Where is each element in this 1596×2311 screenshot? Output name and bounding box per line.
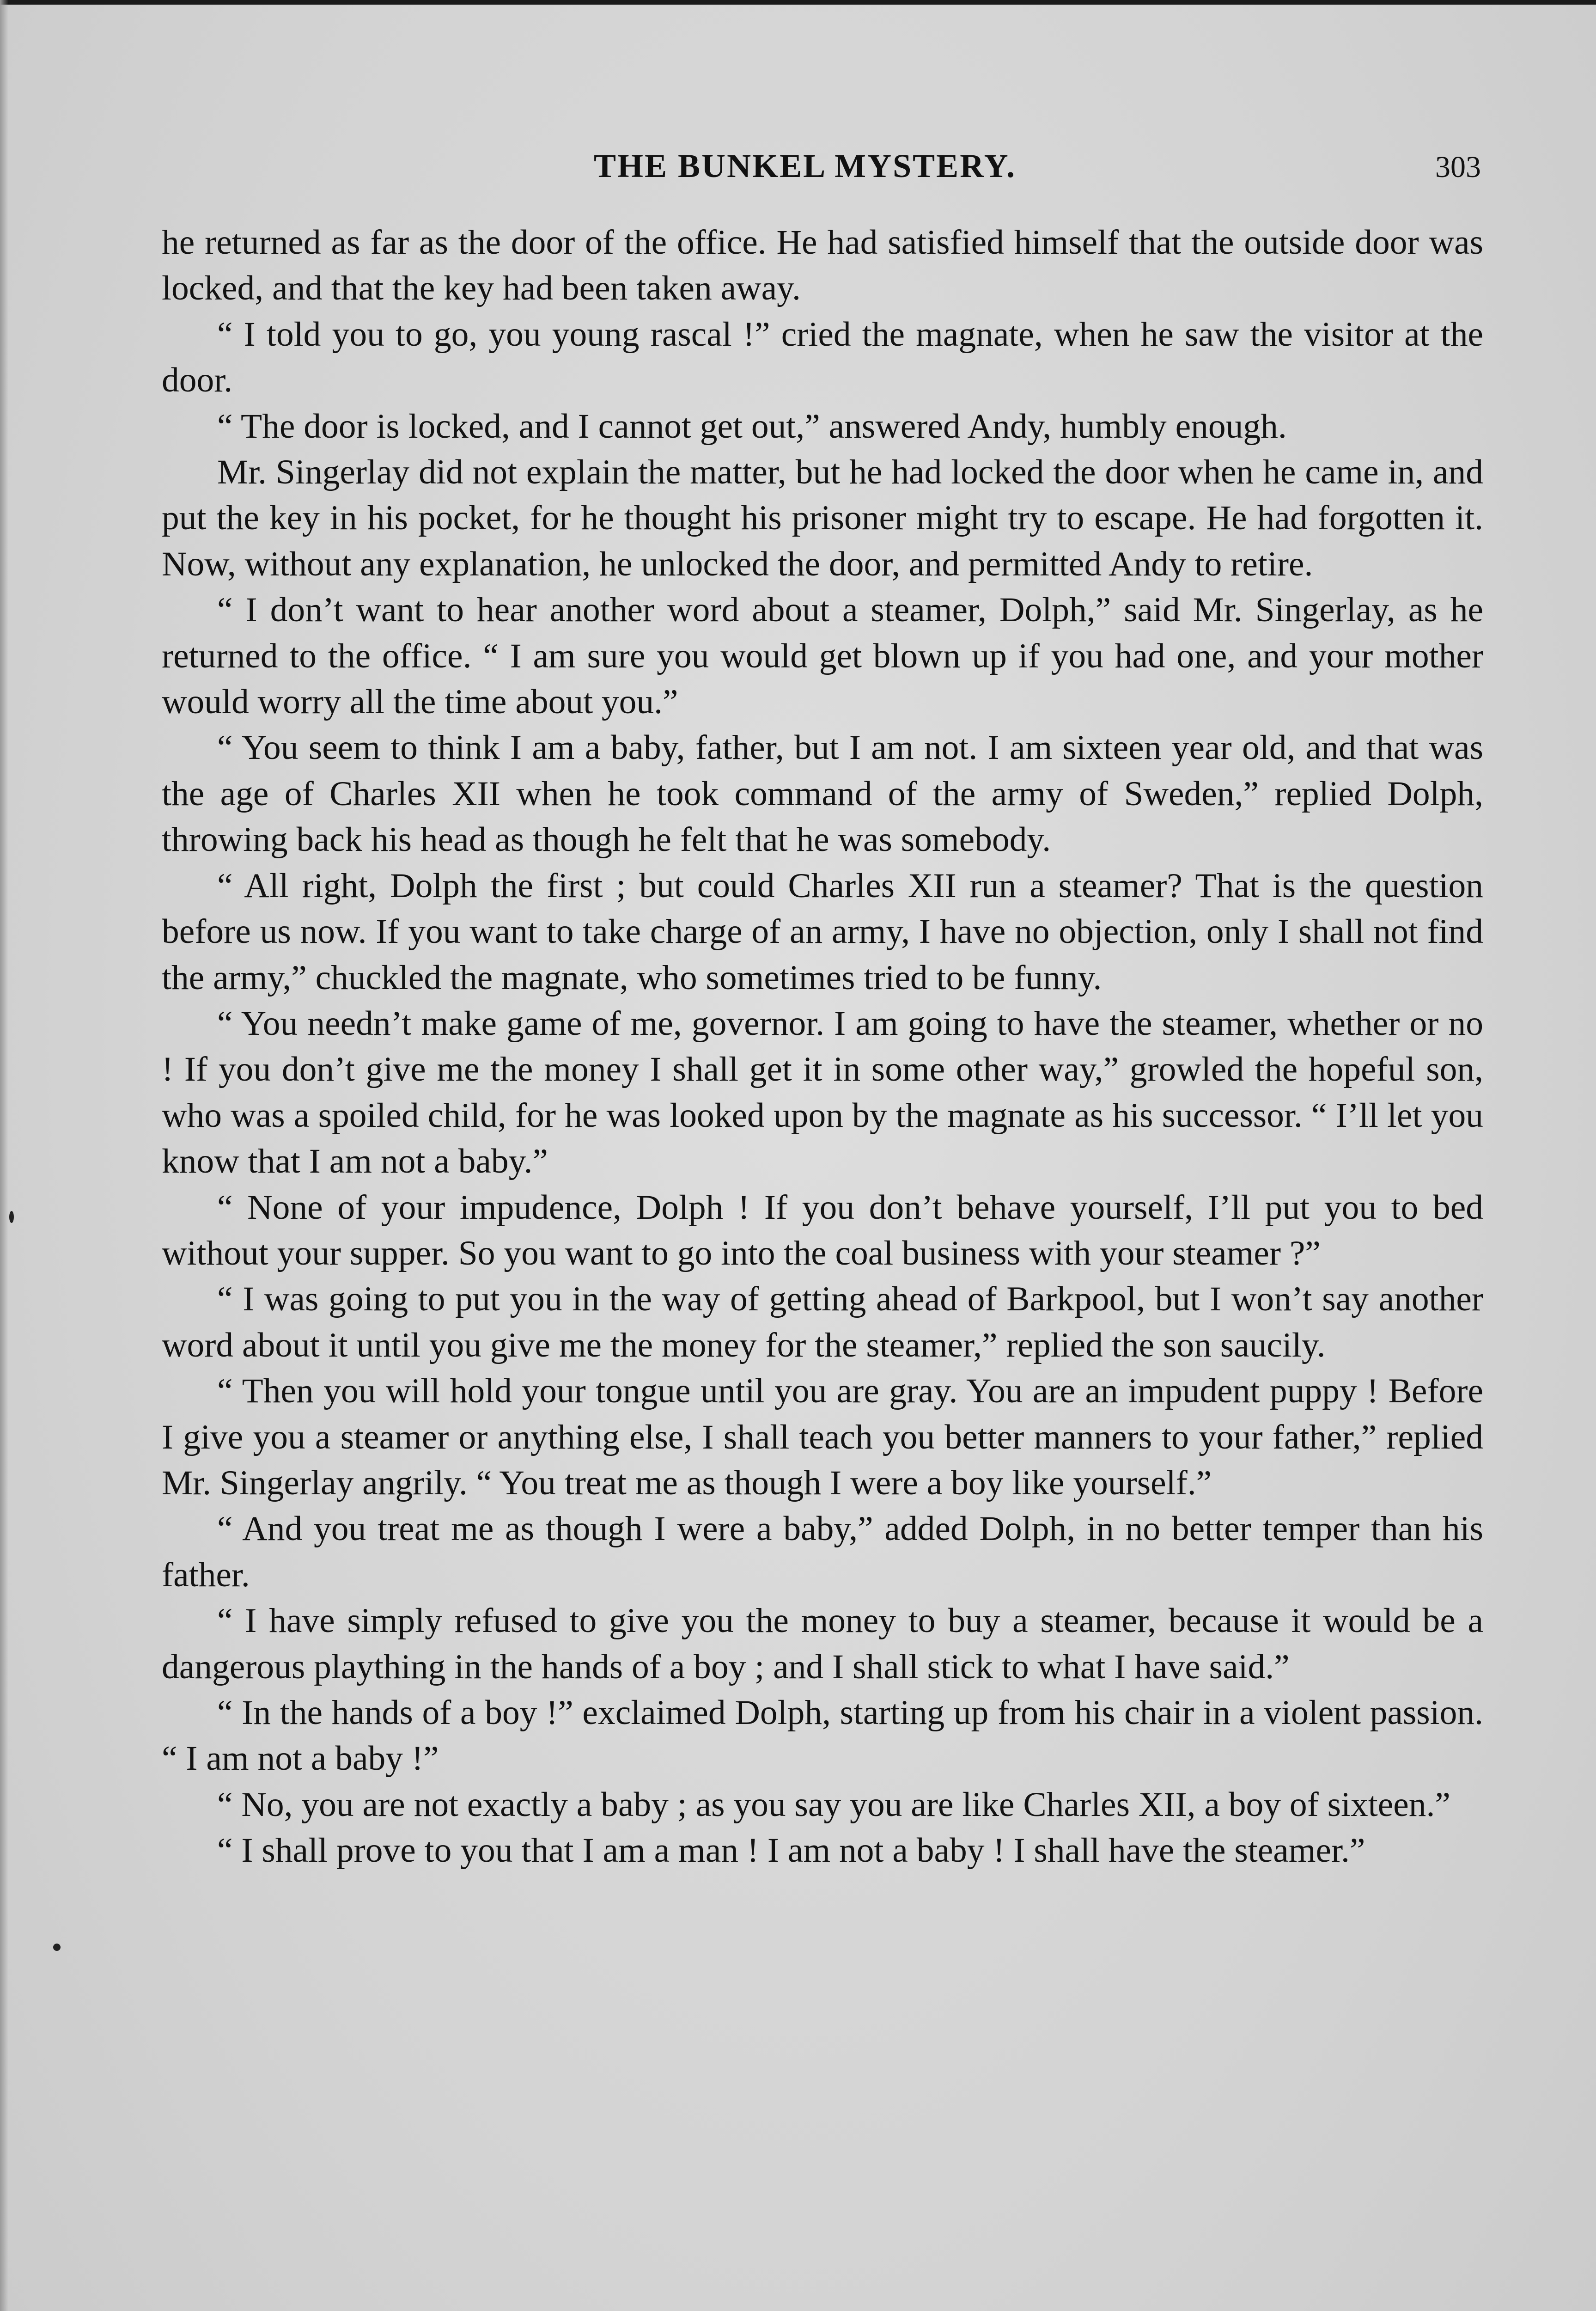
running-title: THE BUNKEL MYSTERY. [594, 147, 1017, 184]
page-left-edge [0, 0, 8, 2311]
paragraph: “ I have simply refused to give you the money to buy a steamer, because it would be a dangerous plaything in the hands of a boy ; and I shall stick to what I have said.” [162, 1602, 1483, 1686]
paragraph: “ In the hands of a boy !” exclaimed Dolph, starting up from his chair in a violent passion. “ I am not a baby !” [162, 1694, 1483, 1778]
paragraph: “ And you treat me as though I were a baby,” added Dolph, in no better temper than his father. [162, 1510, 1483, 1594]
paragraph: “ I told you to go, you young rascal !” cried the magnate, when he saw the visitor at the door. [162, 315, 1483, 400]
paragraph: “ No, you are not exactly a baby ; as you say you are like Charles XII, a boy of sixteen.” [217, 1785, 1450, 1824]
paragraph: “ The door is locked, and I cannot get out,” answered Andy, humbly enough. [217, 407, 1287, 446]
page-header [164, 147, 1481, 198]
paragraph: “ I was going to put you in the way of getting ahead of Barkpool, but I won’t say another word about it until you give me the money for the steamer,” replied the son saucily. [162, 1280, 1483, 1364]
page-speck [9, 1211, 14, 1223]
paragraph: “ Then you will hold your tongue until you are gray. You are an impudent puppy ! Before I give you a steamer or anything else, I shall teach you better manners to your father,” replied Mr. Singerlay angrily. “ You treat me as though I were a boy like yourself.” [162, 1372, 1483, 1502]
paragraph: Mr. Singerlay did not explain the matter, but he had locked the door when he came in, and put the key in his pocket, for he thought his prisoner might try to escape. He had forgotten it. Now, without any explanation, he unlocked the door, and permitted Andy to retire. [162, 453, 1483, 583]
paragraph: he returned as far as the door of the office. He had satisfied himself that the outside door was locked, and that the key had been taken away. [162, 223, 1483, 308]
paragraph: “ You seem to think I am a baby, father, but I am not. I am sixteen year old, and that was the age of Charles XII when he took command of the army of Sweden,” replied Dolph, throwing back his head as though he felt that he was somebody. [162, 728, 1483, 859]
page-speck [53, 1944, 61, 1951]
body-text [162, 220, 1483, 1874]
page-top-edge [0, 0, 1596, 5]
paragraph: “ I shall prove to you that I am a man ! I am not a baby ! I shall have the steamer.” [217, 1831, 1365, 1870]
paragraph: “ None of your impudence, Dolph ! If you don’t behave yourself, I’ll put you to bed without your supper. So you want to go into the coal business with your steamer ?” [162, 1188, 1483, 1272]
paragraph: “ I don’t want to hear another word about a steamer, Dolph,” said Mr. Singerlay, as he returned to the office. “ I am sure you would get blown up if you had one, and your mother would worry all the time about you.” [162, 591, 1483, 721]
paragraph: “ All right, Dolph the first ; but could Charles XII run a steamer? That is the question before us now. If you want to take charge of an army, I have no objection, only I shall not find the army,” chuckled the magnate, who sometimes tried to be funny. [162, 866, 1483, 997]
paragraph: “ You needn’t make game of me, governor. I am going to have the steamer, whether or no ! If you don’t give me the money I shall get it in some other way,” growled the hopeful son, who was a spoiled child, for he was looked upon by the magnate as his successor. “ I’ll let you know that I am not a baby.” [162, 1004, 1483, 1181]
page-number: 303 [1435, 150, 1481, 184]
